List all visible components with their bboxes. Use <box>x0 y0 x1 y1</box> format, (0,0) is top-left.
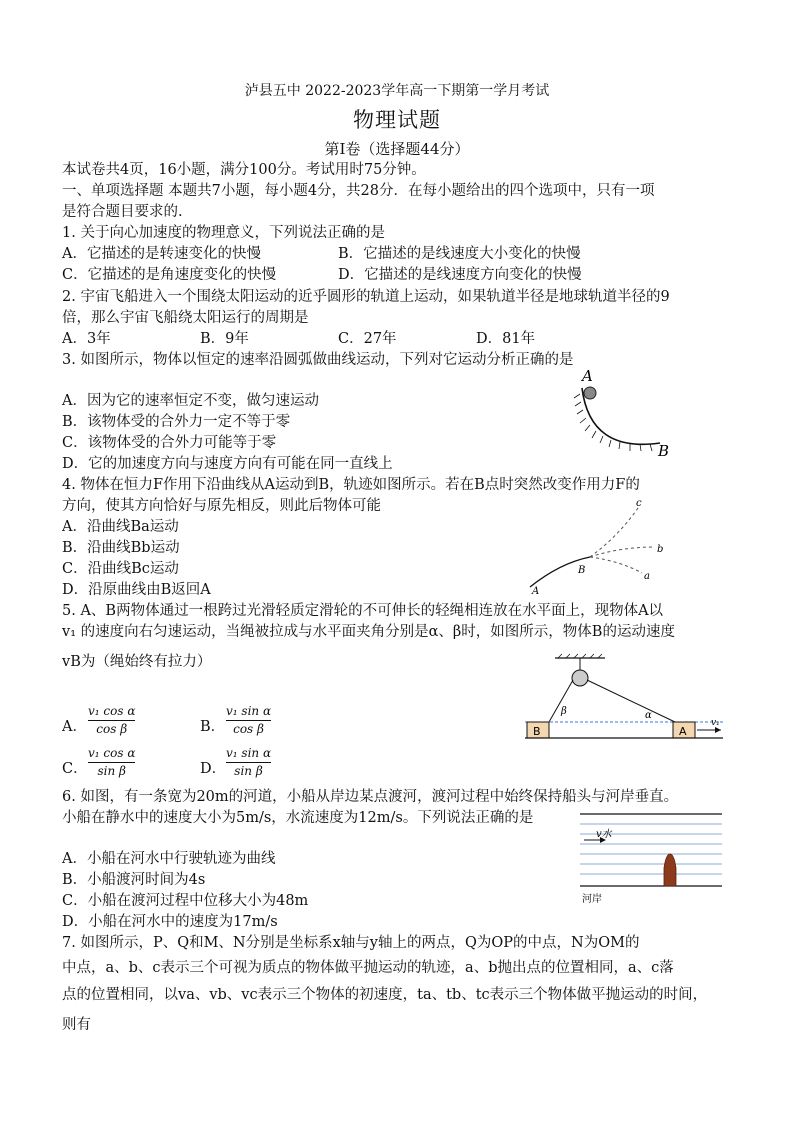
q4-label-point-b: B <box>578 565 586 576</box>
q7-stem-line4: 则有 <box>62 1017 91 1033</box>
q7-stem-line3: 点的位置相同，以va、vb、vc表示三个物体的初速度，ta、tb、tc表示三个物体做平抛运动的时间， <box>62 987 708 1003</box>
q5-option-a-denominator: cos β <box>96 722 128 736</box>
q3-option-d: D．它的加速度方向与速度方向有可能在同一直线上 <box>62 456 393 472</box>
exam-title: 泸县五中 2022-2023学年高一下期第一学月考试 <box>244 83 550 99</box>
q5-option-c-fraction <box>88 746 135 779</box>
q3-option-c: C．该物体受的合外力可能等于零 <box>62 435 277 451</box>
q2-stem-line2: 倍，那么宇宙飞船绕太阳运行的周期是 <box>62 310 309 326</box>
q6-option-c: C．小船在渡河过程中位移大小为48m <box>62 893 309 909</box>
exam-info: 本试卷共4页，16小题，满分100分。考试用时75分钟。 <box>62 162 426 178</box>
q7-stem-line2: 中点，a、b、c表示三个可视为质点的物体做平抛运动的轨迹，a、b抛出点的位置相同，a、c落 <box>62 960 674 976</box>
q6-stem-line1: 6. 如图，有一条宽为20m的河道，小船从岸边某点渡河，渡河过程中始终保持船头与河岸垂直。 <box>62 789 679 805</box>
q5-label-v1: v₁ <box>711 718 720 728</box>
q2-option-a: A．3年 <box>62 331 111 347</box>
q4-option-b: B．沿曲线Bb运动 <box>62 540 180 556</box>
q6-label-water-velocity: v水 <box>596 829 612 840</box>
q5-stem-line2: v₁ 的速度向右匀速运动，当绳被拉成与水平面夹角分别是α、β时，如图所示，物体B的运动速度 <box>62 624 675 640</box>
subject-title: 物理试题 <box>353 108 441 132</box>
q5-option-c-label: C． <box>62 761 88 777</box>
q3-option-a: A．因为它的速率恒定不变，做匀速运动 <box>62 393 319 409</box>
section-title: 第Ⅰ卷（选择题44分） <box>324 140 470 158</box>
q5-stem-line3: vB为（绳始终有拉力） <box>62 654 212 670</box>
q5-label-block-b: B <box>533 725 541 738</box>
q4-option-a: A．沿曲线Ba运动 <box>62 519 179 535</box>
q6-boat <box>664 854 676 886</box>
q6-option-d: D．小船在河水中的速度为17m/s <box>62 914 278 930</box>
q4-stem-line2: 方向，使其方向恰好与原先相反，则此后物体可能 <box>62 498 381 514</box>
q5-option-b-fraction <box>226 704 271 737</box>
q5-label-block-a: A <box>679 725 687 738</box>
q5-option-d-label: D． <box>200 761 227 777</box>
q5-option-d-denominator: sin β <box>234 764 263 778</box>
q1-option-d: D．它描述的是线速度方向变化的快慢 <box>338 267 582 283</box>
q4-stem-line1: 4. 物体在恒力F作用下沿曲线从A运动到B，轨迹如图所示。若在B点时突然改变作用力F的 <box>62 477 640 493</box>
q4-trajectory-figure <box>520 495 670 595</box>
q3-point-b-label: B <box>658 442 670 460</box>
q5-label-alpha: α <box>645 710 652 721</box>
part1-instructions-line2: 是符合题目要求的. <box>62 204 183 220</box>
q2-option-c: C．27年 <box>338 331 397 347</box>
q5-option-a-label: A． <box>62 719 87 735</box>
part1-instructions-line1: 一、单项选择题 本题共7小题，每小题4分，共28分．在每小题给出的四个选项中，只有一项 <box>62 183 655 199</box>
q3-ball <box>584 387 596 399</box>
q3-arc-figure <box>560 368 690 463</box>
q6-option-b: B．小船渡河时间为4s <box>62 872 206 888</box>
q1-option-a: A．它描述的是转速变化的快慢 <box>62 246 261 262</box>
q4-label-a: a <box>644 571 650 582</box>
q4-label-c: c <box>636 498 642 509</box>
q4-label-point-a: A <box>532 586 540 597</box>
q6-stem-line2: 小船在静水中的速度大小为5m/s，水流速度为12m/s。下列说法正确的是 <box>62 810 534 826</box>
q6-label-bank: 河岸 <box>582 894 602 905</box>
q5-option-d-numerator: v₁ sin α <box>226 746 272 760</box>
q3-point-a-label: A <box>582 367 593 385</box>
q5-option-b-label: B． <box>200 719 226 735</box>
q2-option-d: D．81年 <box>476 331 536 347</box>
q6-river-figure <box>580 812 725 907</box>
q5-option-b-denominator: cos β <box>233 722 264 736</box>
q4-option-d: D．沿原曲线由B返回A <box>62 582 211 598</box>
q6-option-a: A．小船在河水中行驶轨迹为曲线 <box>62 851 276 867</box>
q5-option-b-numerator: v₁ sin α <box>226 704 272 718</box>
q7-stem-line1: 7. 如图所示，P、Q和M、N分别是坐标系x轴与y轴上的两点，Q为OP的中点，N为OM的 <box>62 935 640 951</box>
q5-option-d-fraction <box>226 746 271 779</box>
q5-option-a-fraction <box>88 704 135 737</box>
q4-label-b: b <box>657 544 664 555</box>
q5-option-c-denominator: sin β <box>97 764 126 778</box>
q5-option-a-numerator: v₁ cos α <box>88 704 136 718</box>
q1-option-c: C．它描述的是角速度变化的快慢 <box>62 267 277 283</box>
q5-stem-line1: 5. A、B两物体通过一根跨过光滑轻质定滑轮的不可伸长的轻绳相连放在水平面上，现物体A以 <box>62 603 664 619</box>
q1-stem: 1. 关于向心加速度的物理意义，下列说法正确的是 <box>62 225 385 241</box>
q1-option-b: B．它描述的是线速度大小变化的快慢 <box>338 246 581 262</box>
q4-option-c: C．沿曲线Bc运动 <box>62 561 179 577</box>
q3-option-b: B．该物体受的合外力一定不等于零 <box>62 414 291 430</box>
q5-pulley-figure <box>525 654 725 746</box>
q2-option-b: B．9年 <box>200 331 249 347</box>
q3-stem: 3. 如图所示，物体以恒定的速率沿圆弧做曲线运动，下列对它运动分析正确的是 <box>62 352 574 368</box>
pulley <box>572 670 588 686</box>
q5-option-c-numerator: v₁ cos α <box>88 746 136 760</box>
q5-label-beta: β <box>561 706 567 717</box>
q2-stem-line1: 2. 宇宙飞船进入一个围绕太阳运动的近乎圆形的轨道上运动，如果轨道半径是地球轨道半径的9 <box>62 289 670 305</box>
